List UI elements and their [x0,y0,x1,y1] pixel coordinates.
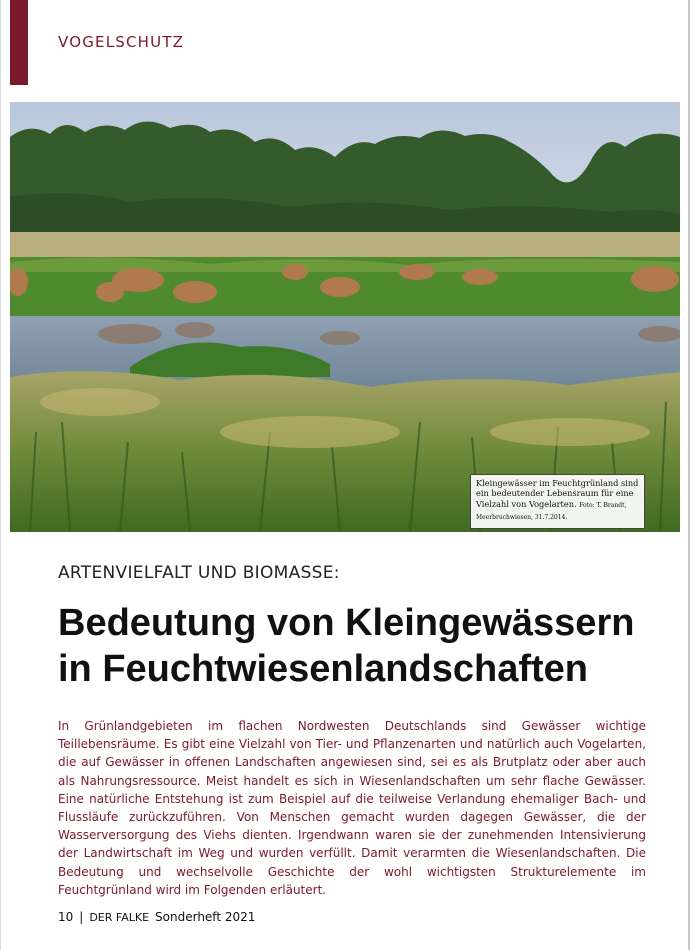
headline-line-2: in Feuchtwiesenlandschaften [58,648,588,690]
caption-text: Kleingewässer im Feuchtgrünland sind ein bedeutender Lebensraum für eine Vielzahl von Vogelarten. [476,478,639,509]
photo-caption [470,474,645,529]
headline-line-1: Bedeutung von Kleingewässern [58,602,635,644]
section-accent-bar [10,0,28,85]
footer-separator: | [79,910,84,924]
article-kicker: ARTENVIELFALT UND BIOMASSE: [58,563,340,583]
wetland-photo [10,102,680,532]
publication-name: DER FALKE [89,911,150,924]
issue-label: Sonderheft 2021 [155,910,256,924]
page-number: 10 [58,910,74,924]
page-footer [58,910,255,924]
page-edge-left [0,0,1,950]
photo-credit: Foto: T. Brandt, Meerbruchwiesen, 31.7.2014. [476,501,627,522]
article-lead: In Grünlandgebieten im flachen Nordwesten Deutschlands sind Gewässer wichtige Teillebensräume. Es gibt eine Vielzahl von Tier- und Pflanzenarten und natürlich auch Vogelarten, die auf Gewässer in offenen Landschaften angewiesen sind, sei es als Brutplatz oder aber auch als Nahrungsressource. Meist handelt es sich in Wiesenlandschaften um sehr flache Gewässer. Eine natürliche Entstehung ist zum Beispiel auf die teilweise Verlandung ehemaliger Bach- und Flussläufe zurückzuführen. Von Menschen gemacht wurden dagegen Gewässer, die der Wasserversorgung des Viehs dienten. Irgendwann waren sie der zunehmenden Intensivierung der Landwirtschaft im Weg und wurden verfüllt. Damit verarmten die Wiesenlandschaften. Die Bedeutung und wechselvolle Geschichte der wohl wichtigsten Strukturelemente im Feuchtgrünland wird im Folgenden erläutert. [58,719,646,897]
article-headline [58,600,678,692]
wetland-photo-illustration [10,102,680,532]
section-label: VOGELSCHUTZ [58,33,185,51]
